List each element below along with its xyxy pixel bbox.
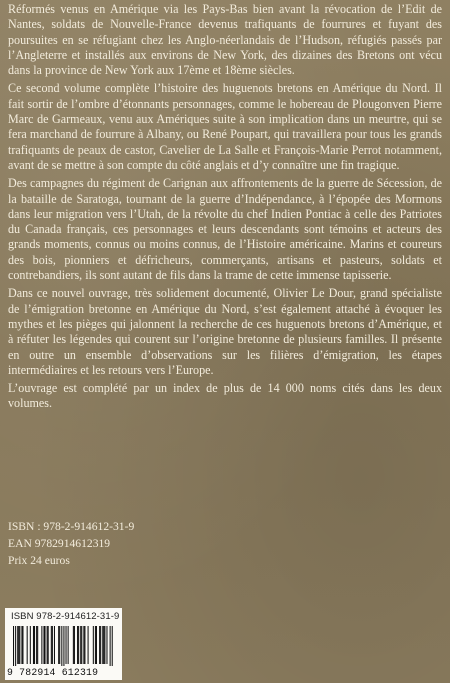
ean-text: EAN 9782914612319 [8,537,111,550]
barcode-bar [74,626,75,664]
barcode-bar [27,626,28,664]
price-text: Prix 24 euros [8,554,70,567]
barcode-bar [48,626,49,664]
barcode-bar [106,626,107,664]
barcode-bar [80,626,81,664]
barcode-icon [13,626,114,666]
barcode-isbn-text: ISBN 978-2-914612-31-9 [11,611,120,622]
barcode-bar [13,626,14,666]
barcode-bar [93,626,94,664]
barcode-bar [45,626,46,664]
barcode-bar [54,626,55,664]
barcode-bar [73,626,74,664]
barcode-bar [110,626,111,666]
barcode-bar [83,626,84,664]
publication-info [8,518,134,569]
barcode-bar [51,626,52,664]
barcode-bar [102,626,103,664]
barcode-bar [63,626,64,666]
blurb-text [8,2,442,415]
barcode-bar [21,626,22,664]
barcode-bar [18,626,19,664]
barcode-bar [17,626,18,664]
barcode-bar [37,626,38,664]
blurb-paragraph-5: L’ouvrage est complété par un index de plus de 14 000 noms cités dans les deux volumes. [8,381,442,411]
barcode-digits: 9 782914 612319 [7,667,99,678]
barcode-bar [22,626,23,664]
barcode-bar [43,626,44,664]
blurb-paragraph-2: Ce second volume complète l’histoire des huguenots bretons en Amérique du Nord. Il fait sortir de l’ombre d’étonnants personnages, comme le hobereau de Plougonven Pierre Marc de Garmeaux, venu aux Amériques suite à son implication dans un meurtre, qui se fera marchand de fourrure à Albany, ou René Poupart, qui travaillera pour tous les grands trafiquants de peaux de castor, Cavelier de La Salle et François-Marie Perrot notamment, avant de se mettre à son compte du côté anglais et d’y connaître une fin tragique. [8,81,442,172]
barcode-bar [99,626,100,664]
barcode-bar [36,626,37,664]
barcode-bar [100,626,101,664]
barcode-bar [81,626,82,664]
blurb-paragraph-1: Réformés venus en Amérique via les Pays-Bas bien avant la révocation de l’Edit de Nantes, soldats de Nouvelle-France devenus trafiquants de fourrures et fuyant des poursuites en se réfugiant chez les Anglo-néerlandais de l’Hudson, réfugiés passés par l’Angleterre et installés aux environs de New York, des dizaines des Bretons ont vécu dans la province de New York aux 17ème et 18ème siècles. [8,2,442,78]
barcode-bar [52,626,53,664]
barcode-bar [96,626,97,664]
barcode-bar [33,626,34,664]
barcode-bar [66,626,67,664]
barcode-bar [103,626,104,664]
barcode-bar [88,626,89,664]
barcode-bar [41,626,42,664]
barcode-bar [61,626,62,666]
barcode-bar [15,626,16,666]
barcode-bar [112,626,113,666]
barcode-bar [84,626,85,664]
barcode-bar [95,626,96,664]
barcode-bar [34,626,35,664]
barcode-bar [78,626,79,664]
barcode-bar [68,626,69,664]
barcode-bar [59,626,60,664]
barcode-bar [58,626,59,664]
barcode-bar [30,626,31,664]
barcode-bar [47,626,48,664]
barcode-bar [77,626,78,664]
barcode-bar [19,626,20,664]
barcode-bar [104,626,105,664]
barcode-label [5,608,122,680]
blurb-paragraph-3: Des campagnes du régiment de Carignan aux affrontements de la guerre de Sécession, de la bataille de Saratoga, tournant de la guerre d’Indépendance, à l’épopée des Mormons dans leur migration vers l’Utah, de la révolte du chef Indien Pontiac à celle des Patriotes du Canada français, ces personnages et leurs descendants sont témoins et acteurs des grands moments, connus ou moins connus, de l’Histoire américaine. Marins et coureurs des bois, pionniers et défricheurs, commerçants, artisans et pasteurs, soldats et contrebandiers, ils sont autant de fils dans la trame de cette immense tapisserie. [8,176,442,283]
blurb-paragraph-4: Dans ce nouvel ouvrage, très solidement documenté, Olivier Le Dour, grand spécialiste de l’émigration bretonne en Amérique du Nord, s’est également attaché à évoquer les mythes et les pièges qui jalonnent la recherche de ces huguenots bretons d’Amérique, et à réfuter les légendes qui courent sur l’origine bretonne de plusieurs familles. Il présente en outre un ensemble d’observations sur les filières d’émigration, les étapes intermédiaires et les retours vers l’Europe. [8,286,442,377]
isbn-text: ISBN : 978-2-914612-31-9 [8,520,135,533]
